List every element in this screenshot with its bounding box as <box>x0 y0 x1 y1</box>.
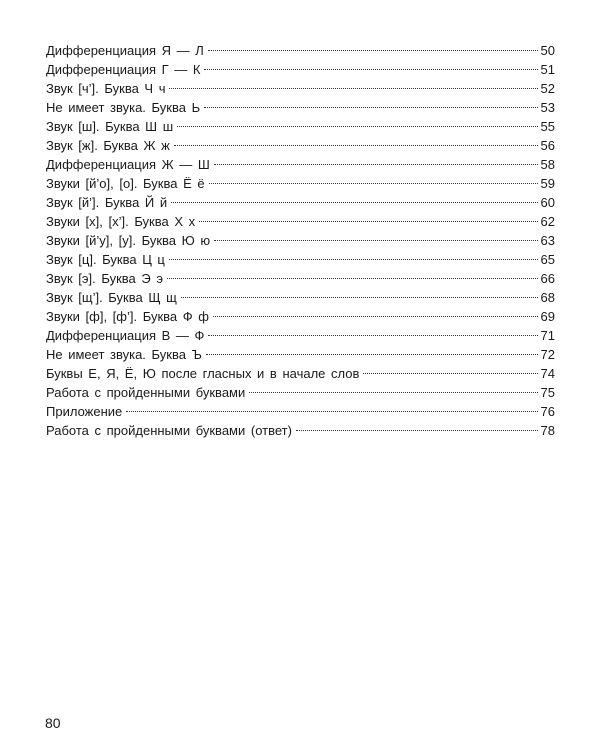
toc-entry-title: Звук [ч’]. Буква Ч ч <box>46 81 166 96</box>
toc-entry-title: Работа с пройденными буквами (ответ) <box>46 423 292 438</box>
toc-entry-page: 53 <box>540 100 555 115</box>
toc-entry-page: 55 <box>540 119 555 134</box>
toc-entry-title: Дифференциация В — Ф <box>46 328 205 343</box>
dot-leader <box>361 359 539 378</box>
toc-entry-title: Звук [ц]. Буква Ц ц <box>46 252 165 267</box>
toc-entry-title: Звук [э]. Буква Э э <box>46 271 163 286</box>
toc-entry-title: Звуки [й’о], [о]. Буква Ё ё <box>46 176 205 191</box>
toc-entry-page: 51 <box>540 62 555 77</box>
toc-entry <box>46 36 555 58</box>
toc-entry-title: Звук [ж]. Буква Ж ж <box>46 138 170 153</box>
toc-entry-page: 68 <box>540 290 555 305</box>
toc-entry-page: 59 <box>540 176 555 191</box>
toc-entry-title: Звук [щ’]. Буква Щ щ <box>46 290 177 305</box>
table-of-contents <box>46 36 555 438</box>
toc-entry-title: Работа с пройденными буквами <box>46 385 246 400</box>
toc-entry-page: 56 <box>540 138 555 153</box>
dot-leader <box>206 36 540 55</box>
dot-leader <box>169 188 539 207</box>
dot-leader <box>212 150 540 169</box>
dot-leader <box>247 378 539 397</box>
page-number: 80 <box>45 715 61 731</box>
dot-leader <box>202 93 539 112</box>
toc-entry-page: 76 <box>540 404 555 419</box>
toc-entry-title: Звуки [х], [х’]. Буква Х х <box>46 214 196 229</box>
toc-entry-page: 66 <box>540 271 555 286</box>
dot-leader <box>206 321 539 340</box>
toc-entry-page: 65 <box>540 252 555 267</box>
dot-leader <box>179 283 540 302</box>
toc-entry-page: 52 <box>540 81 555 96</box>
dot-leader <box>294 416 540 435</box>
dot-leader <box>204 340 540 359</box>
toc-entry-title: Дифференциация Г — К <box>46 62 201 77</box>
toc-entry-page: 60 <box>540 195 555 210</box>
toc-entry-title: Буквы Е, Я, Ё, Ю после гласных и в начале слов <box>46 366 360 381</box>
toc-entry-title: Звуки [й’у], [у]. Буква Ю ю <box>46 233 211 248</box>
toc-entry-title: Звук [й’]. Буква Й й <box>46 195 168 210</box>
toc-entry-page: 74 <box>540 366 555 381</box>
dot-leader <box>165 264 540 283</box>
toc-entry-page: 71 <box>540 328 555 343</box>
toc-entry-page: 75 <box>540 385 555 400</box>
dot-leader <box>211 302 540 321</box>
dot-leader <box>202 55 539 74</box>
dot-leader <box>167 245 540 264</box>
toc-entry-title: Дифференциация Ж — Ш <box>46 157 210 172</box>
toc-entry-title: Приложение <box>46 404 123 419</box>
dot-leader <box>124 397 539 416</box>
toc-entry-page: 78 <box>540 423 555 438</box>
toc-entry-title: Не имеет звука. Буква Ь <box>46 100 201 115</box>
toc-entry-page: 62 <box>540 214 555 229</box>
toc-entry-page: 69 <box>540 309 555 324</box>
dot-leader <box>197 207 539 226</box>
dot-leader <box>167 74 539 93</box>
dot-leader <box>212 226 539 245</box>
toc-entry-title: Не имеет звука. Буква Ъ <box>46 347 202 362</box>
toc-entry-title: Звук [ш]. Буква Ш ш <box>46 119 174 134</box>
toc-entry-page: 72 <box>540 347 555 362</box>
dot-leader <box>207 169 540 188</box>
dot-leader <box>175 112 539 131</box>
toc-entry-page: 63 <box>540 233 555 248</box>
toc-entry-page: 50 <box>540 43 555 58</box>
toc-entry-title: Дифференциация Я — Л <box>46 43 204 58</box>
toc-entry-page: 58 <box>540 157 555 172</box>
dot-leader <box>172 131 540 150</box>
toc-entry-title: Звуки [ф], [ф’]. Буква Ф ф <box>46 309 209 324</box>
